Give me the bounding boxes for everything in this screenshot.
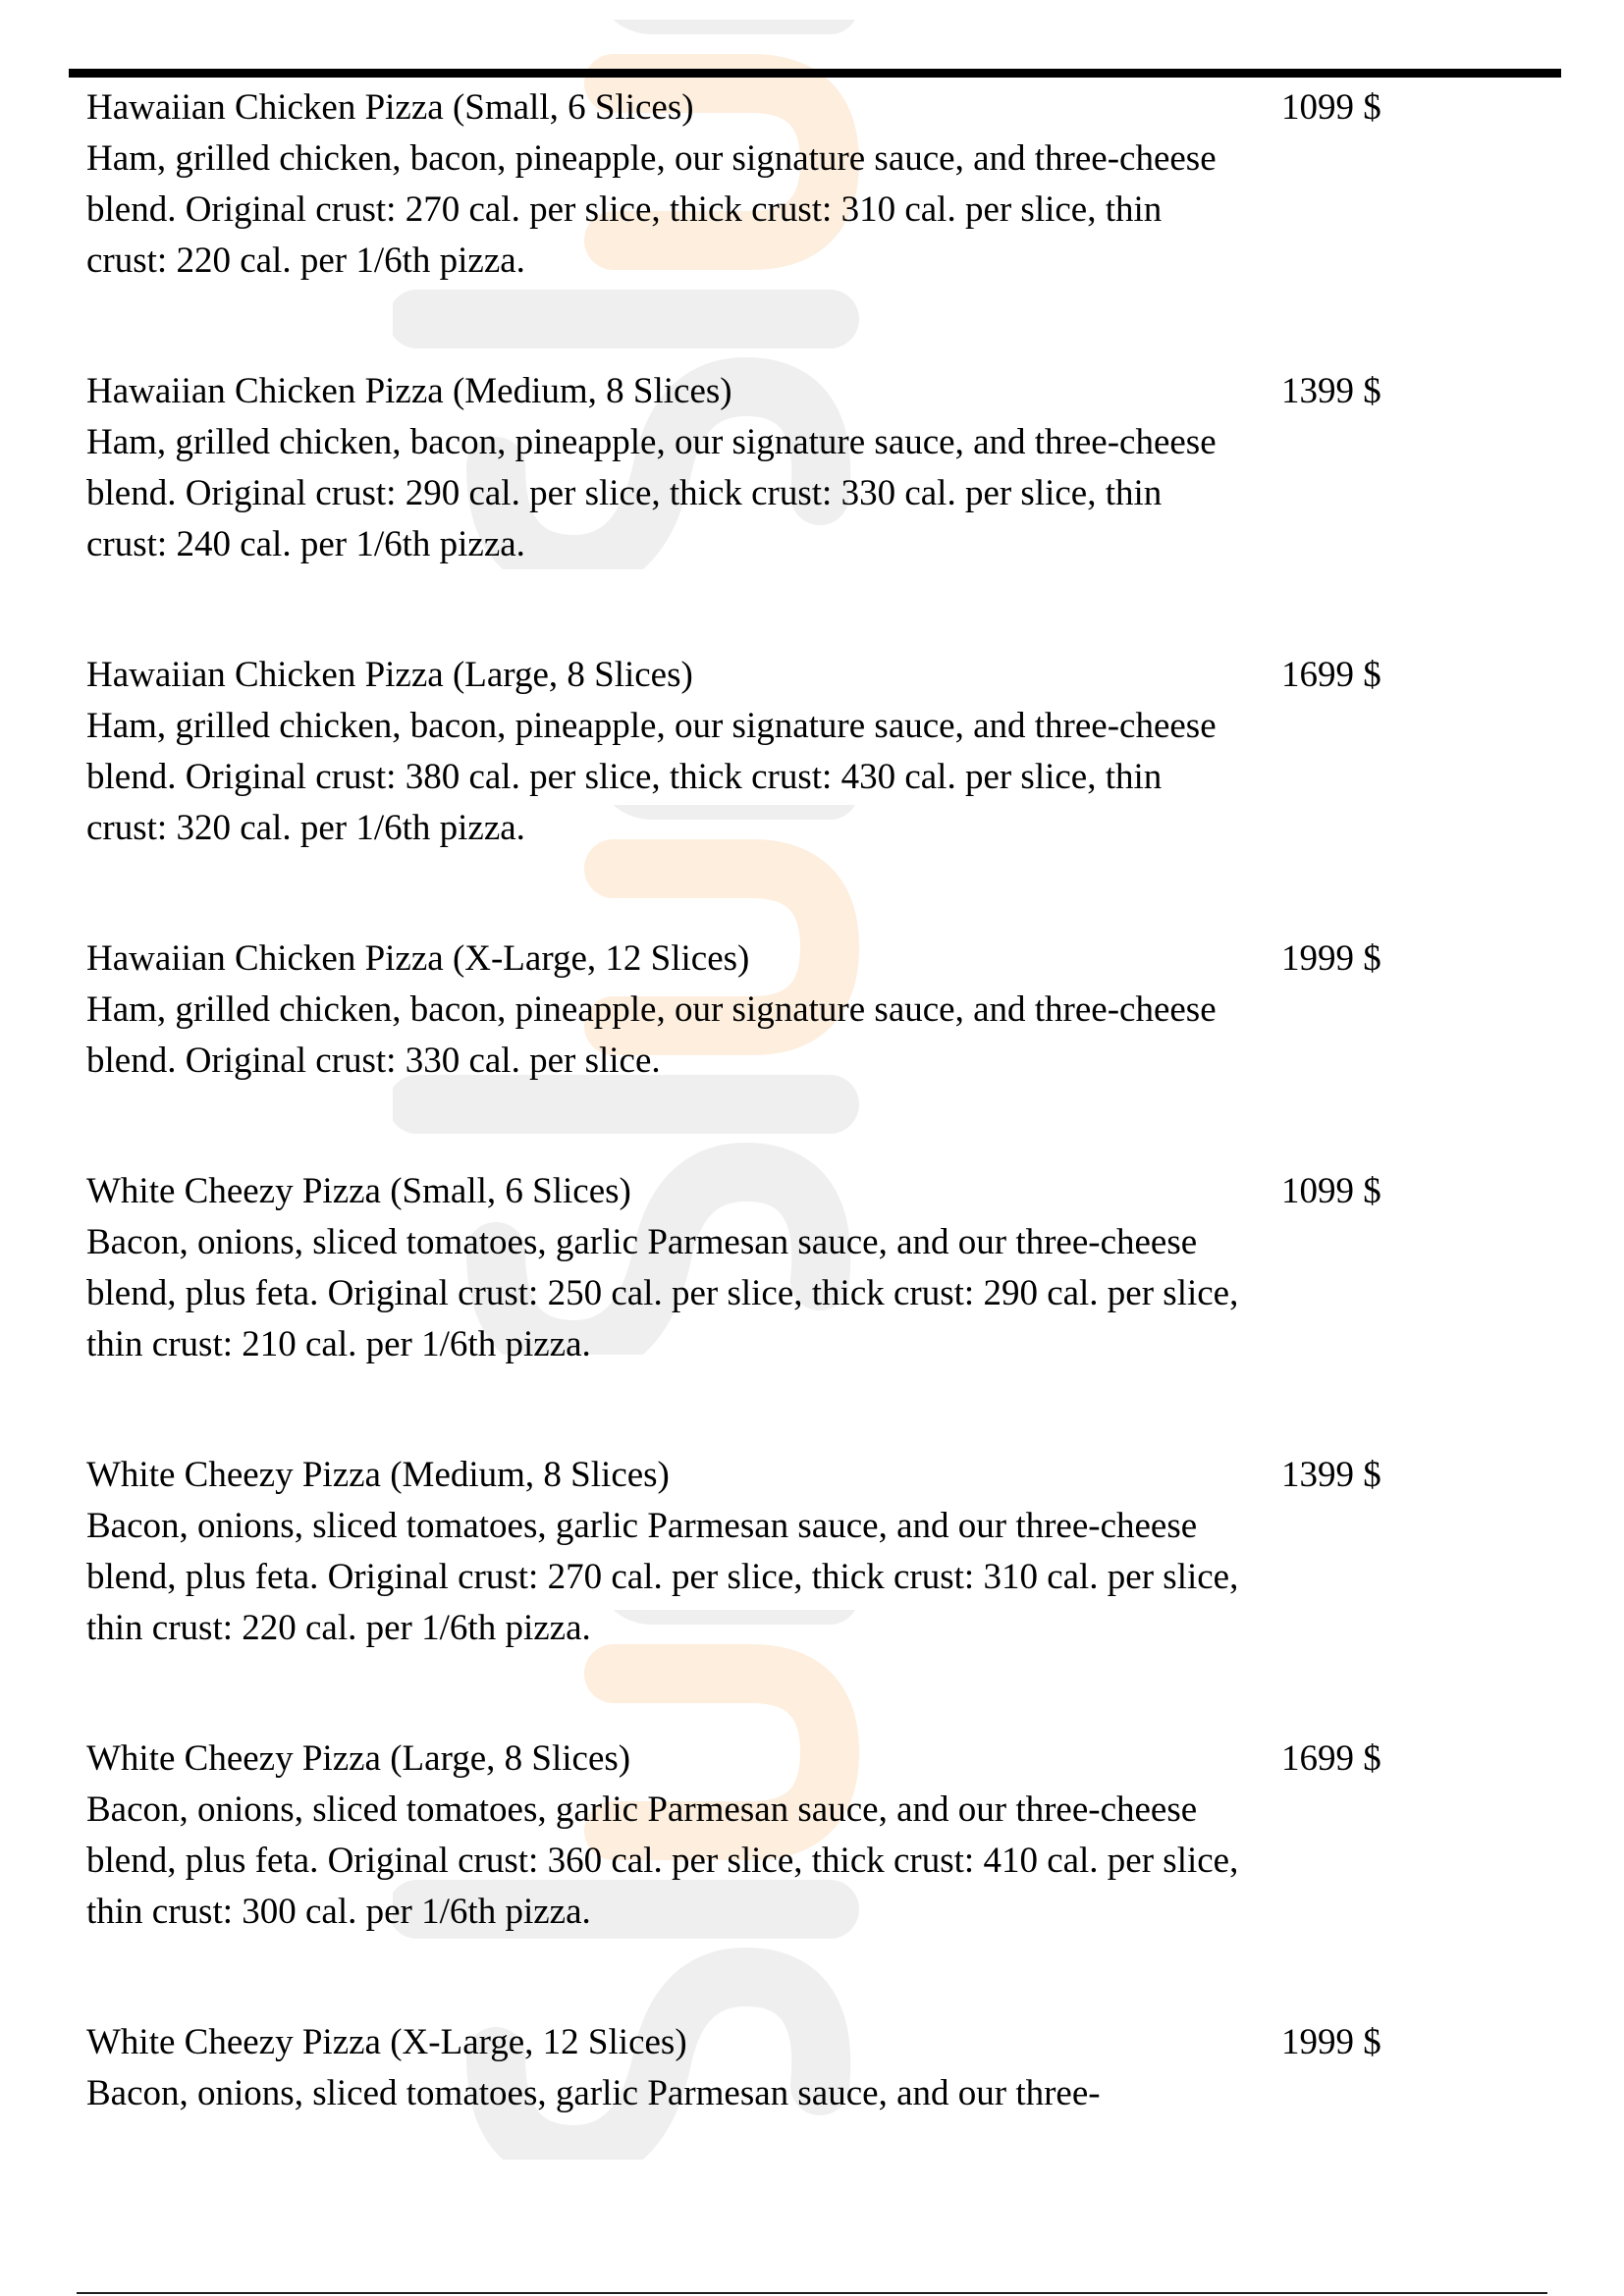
menu-item [86, 82, 1559, 287]
item-title: Hawaiian Chicken Pizza (Medium, 8 Slices) [86, 371, 732, 411]
item-price: 1099 $ [1281, 1171, 1381, 1211]
item-description: Ham, grilled chicken, bacon, pineapple, our signature sauce, and three-cheese blend. Original crust: 330 cal. per slice. [86, 989, 1217, 1081]
item-description: Bacon, onions, sliced tomatoes, garlic Parmesan sauce, and our three- [86, 2073, 1101, 2113]
menu-item [86, 650, 1559, 854]
item-title: White Cheezy Pizza (Small, 6 Slices) [86, 1171, 631, 1211]
menu-list [86, 82, 1559, 2199]
item-price: 1099 $ [1281, 87, 1381, 128]
item-description: Ham, grilled chicken, bacon, pineapple, our signature sauce, and three-cheese blend. Original crust: 270 cal. per slice, thick crust: 310 cal. per slice, thin crust: 220 cal. per 1/6th pizza. [86, 138, 1217, 281]
item-description: Bacon, onions, sliced tomatoes, garlic Parmesan sauce, and our three-cheese blend, plus feta. Original crust: 360 cal. per slice, thick crust: 410 cal. per slice, thin crust: 300 cal. per 1/6th pizza. [86, 1789, 1239, 1932]
bottom-divider [77, 2292, 1547, 2294]
item-title: Hawaiian Chicken Pizza (Large, 8 Slices) [86, 655, 693, 695]
item-price: 1399 $ [1281, 371, 1381, 411]
item-title: White Cheezy Pizza (Medium, 8 Slices) [86, 1455, 670, 1495]
menu-item [86, 1450, 1559, 1654]
top-divider [69, 69, 1561, 78]
item-title: Hawaiian Chicken Pizza (X-Large, 12 Slices) [86, 938, 750, 979]
item-price: 1399 $ [1281, 1455, 1381, 1495]
menu-item [86, 2017, 1559, 2119]
item-price: 1999 $ [1281, 938, 1381, 979]
item-description: Ham, grilled chicken, bacon, pineapple, our signature sauce, and three-cheese blend. Original crust: 290 cal. per slice, thick crust: 330 cal. per slice, thin crust: 240 cal. per 1/6th pizza. [86, 422, 1217, 564]
item-title: White Cheezy Pizza (Large, 8 Slices) [86, 1738, 631, 1779]
menu-item [86, 934, 1559, 1087]
item-title: White Cheezy Pizza (X-Large, 12 Slices) [86, 2022, 687, 2062]
item-description: Bacon, onions, sliced tomatoes, garlic Parmesan sauce, and our three-cheese blend, plus feta. Original crust: 250 cal. per slice, thick crust: 290 cal. per slice, thin crust: 210 cal. per 1/6th pizza. [86, 1222, 1239, 1364]
item-description: Ham, grilled chicken, bacon, pineapple, our signature sauce, and three-cheese blend. Original crust: 380 cal. per slice, thick crust: 430 cal. per slice, thin crust: 320 cal. per 1/6th pizza. [86, 706, 1217, 848]
menu-item [86, 366, 1559, 570]
item-price: 1699 $ [1281, 1738, 1381, 1779]
item-title: Hawaiian Chicken Pizza (Small, 6 Slices) [86, 87, 694, 128]
menu-item [86, 1734, 1559, 1938]
menu-item [86, 1166, 1559, 1370]
item-price: 1999 $ [1281, 2022, 1381, 2062]
item-price: 1699 $ [1281, 655, 1381, 695]
item-description: Bacon, onions, sliced tomatoes, garlic Parmesan sauce, and our three-cheese blend, plus feta. Original crust: 270 cal. per slice, thick crust: 310 cal. per slice, thin crust: 220 cal. per 1/6th pizza. [86, 1506, 1239, 1648]
